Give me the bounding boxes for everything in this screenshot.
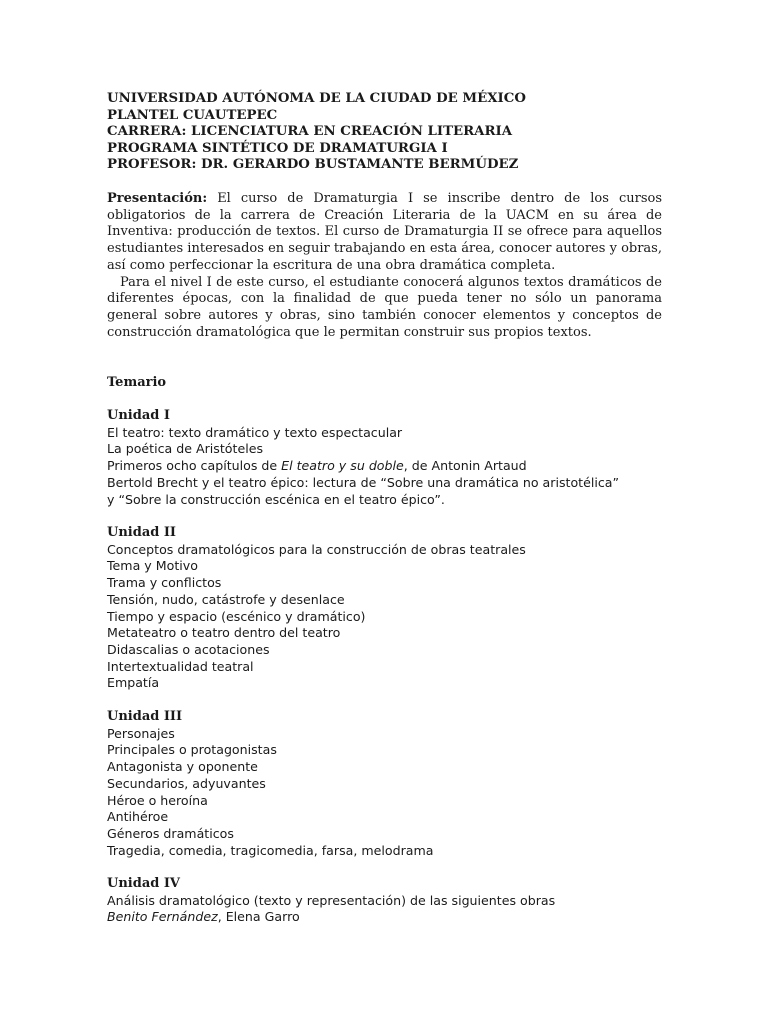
- unit-4-section: [107, 876, 667, 926]
- header-campus: PLANTEL CUAUTEPEC: [107, 107, 278, 123]
- unit-4-title: Unidad IV: [107, 876, 181, 891]
- unit-2-title: Unidad II: [107, 525, 177, 540]
- unit-2-item: Tiempo y espacio (escénico y dramático): [107, 608, 366, 624]
- unit-3-title: Unidad III: [107, 709, 183, 724]
- unit-3-item: Principales o protagonistas: [107, 742, 277, 758]
- header-university: UNIVERSIDAD AUTÓNOMA DE LA CIUDAD DE MÉXICO: [107, 91, 526, 106]
- book-title: El teatro y su doble: [281, 458, 404, 474]
- presentation-paragraph-1: [107, 191, 662, 275]
- unit-2-item: Empatía: [107, 675, 160, 691]
- unit-2-item: Tema y Motivo: [107, 558, 198, 574]
- unit-2-item: Conceptos dramatológicos para la construcción de obras teatrales: [107, 541, 526, 557]
- unit-2-item: Trama y conflictos: [107, 575, 222, 591]
- unit-1-item-text: Primeros ocho capítulos de: [107, 458, 282, 474]
- unit-1-item: [107, 458, 667, 475]
- unit-3-item: Personajes: [107, 725, 175, 741]
- unit-1-item: El teatro: texto dramático y texto espectacular: [107, 424, 403, 440]
- unit-1-item-text: , de Antonin Artaud: [403, 458, 527, 474]
- unit-4-item-text: , Elena Garro: [217, 909, 300, 925]
- unit-1-section: [107, 408, 667, 508]
- unit-2-item: Metateatro o teatro dentro del teatro: [107, 625, 341, 641]
- presentation-paragraph-2: Para el nivel I de este curso, el estudiante conocerá algunos textos dramáticos de diferentes épocas, con la finalidad de que pueda tener no sólo un panorama general sobre autores y obras, sino también conocer elementos y conceptos de construcción dramatológica que le permitan construir sus propios textos.: [107, 274, 662, 340]
- unit-3-item: Héroe o heroína: [107, 792, 208, 808]
- unit-1-item: La poética de Aristóteles: [107, 441, 264, 457]
- unit-4-item: Análisis dramatológico (texto y representación) de las siguientes obras: [107, 892, 556, 908]
- unit-3-item: Secundarios, adyuvantes: [107, 775, 266, 791]
- header-professor: PROFESOR: DR. GERARDO BUSTAMANTE BERMÚDEZ: [107, 157, 519, 172]
- unit-2-item: Didascalias o acotaciones: [107, 641, 270, 657]
- play-title: Benito Fernández: [107, 909, 218, 925]
- unit-3-item: Antagonista y oponente: [107, 759, 258, 775]
- document-header: [107, 91, 667, 174]
- presentation-section: [107, 191, 662, 341]
- unit-1-item: y “Sobre la construcción escénica en el teatro épico”.: [107, 491, 445, 507]
- syllabus-heading: Temario: [107, 375, 167, 390]
- unit-3-item: Géneros dramáticos: [107, 825, 234, 841]
- unit-4-item: [107, 909, 667, 926]
- unit-1-title: Unidad I: [107, 408, 170, 423]
- presentation-label: Presentación:: [107, 191, 208, 206]
- unit-3-item: Tragedia, comedia, tragicomedia, farsa, melodrama: [107, 842, 434, 858]
- unit-2-section: [107, 525, 667, 692]
- presentation-text-1: El curso de Dramaturgia I se inscribe dentro de los cursos obligatorios de la carrera de Creación Literaria de la UACM en su área de Inventiva: producción de textos. El curso de Dramaturgia II se ofrece para aquellos estudiantes interesados en seguir trabajando en esta área, conocer autores y obras, así como perfeccionar la escritura de una obra dramática completa.: [107, 191, 662, 273]
- unit-3-section: [107, 709, 667, 859]
- header-program: PROGRAMA SINTÉTICO DE DRAMATURGIA I: [107, 140, 448, 156]
- header-career: CARRERA: LICENCIATURA EN CREACIÓN LITERARIA: [107, 124, 513, 139]
- unit-3-item: Antihéroe: [107, 809, 169, 825]
- unit-2-item: Intertextualidad teatral: [107, 658, 254, 674]
- unit-2-item: Tensión, nudo, catástrofe y desenlace: [107, 591, 345, 607]
- unit-1-item: Bertold Brecht y el teatro épico: lectura de “Sobre una dramática no aristotélica”: [107, 474, 619, 490]
